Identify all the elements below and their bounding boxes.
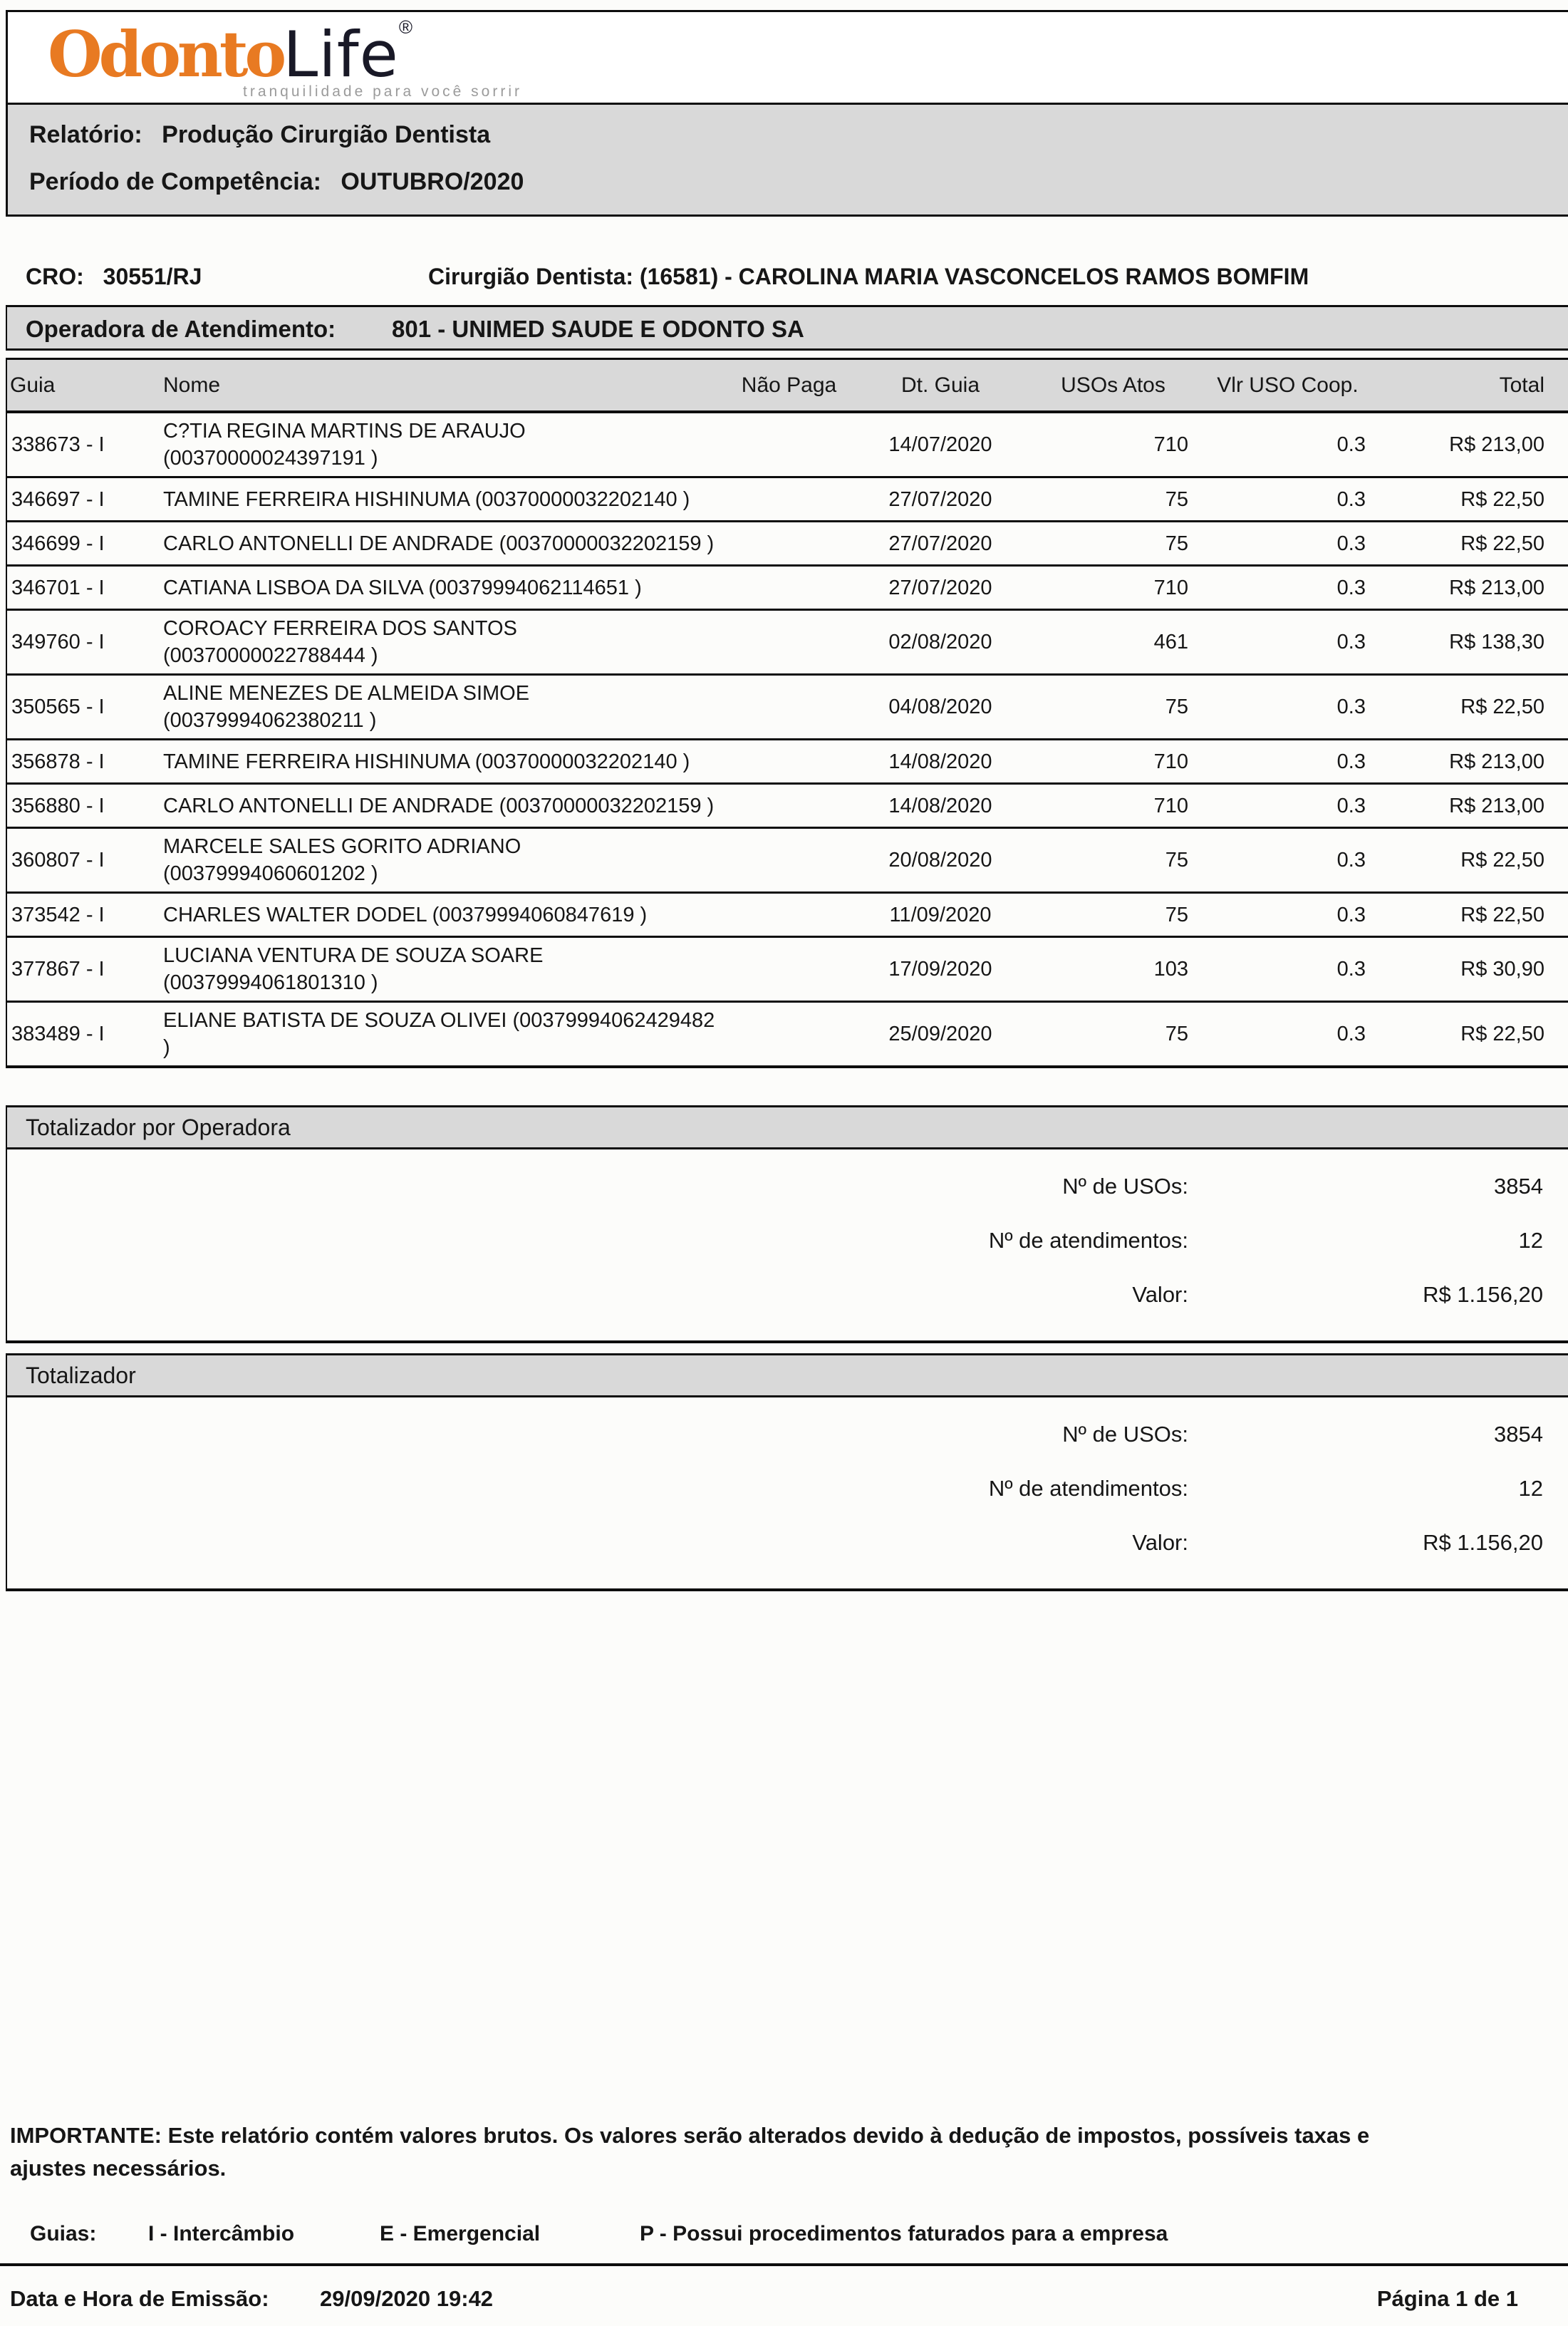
dentist-label: Cirurgião Dentista: [428,264,634,289]
cell-total: R$ 22,50 [1460,1023,1544,1045]
cell-vlr-uso: 0.3 [1336,958,1366,981]
report-title-box [6,103,1568,217]
operator-label: Operadora de Atendimento: [26,316,336,342]
col-header-vlr-uso: Vlr USO Coop. [1217,373,1359,397]
atendimentos-value: 12 [1518,1476,1543,1501]
important-note: IMPORTANTE: Este relatório contém valores brutos. Os valores serão alterados devido à dedução de impostos, possíveis taxas e ajustes necessários. [10,2123,1370,2181]
atendimentos-value: 12 [1518,1228,1543,1253]
cell-usos-atos: 710 [1153,750,1188,773]
cell-nome: C?TIA REGINA MARTINS DE ARAUJO (00370000024397191 ) [163,420,526,470]
cro-label: CRO: [26,264,84,289]
odontolife-logo [48,16,412,91]
cell-vlr-uso: 0.3 [1336,532,1366,555]
cell-usos-atos: 75 [1165,696,1188,718]
cell-guia: 360807 - I [11,849,105,872]
cell-guia: 373542 - I [11,903,105,926]
logo-life-text: Life [283,18,399,91]
totals-row-valor [7,1530,1568,1556]
report-type-line [29,119,1568,150]
cell-total: R$ 22,50 [1460,696,1544,718]
cell-usos-atos: 75 [1165,487,1188,511]
cell-dt-guia: 25/09/2020 [888,1023,992,1045]
report-label: Relatório: [29,121,142,148]
cell-usos-atos: 75 [1165,849,1188,872]
legend-item-faturados: P - Possui procedimentos faturados para a empresa [640,2222,1168,2245]
period-value: OUTUBRO/2020 [341,168,524,195]
table-body [6,413,1568,1068]
atendimentos-label: Nº de atendimentos: [988,1476,1188,1501]
cell-guia: 350565 - I [11,696,105,718]
table-header [6,358,1568,413]
table-row [7,740,1568,785]
cell-total: R$ 22,50 [1460,903,1544,926]
cell-guia: 338673 - I [11,433,105,456]
totals-geral-box [6,1397,1568,1591]
cell-usos-atos: 75 [1165,903,1188,926]
cell-dt-guia: 04/08/2020 [888,696,992,718]
table-row [7,785,1568,829]
report-value: Produção Cirurgião Dentista [162,121,491,148]
table-row [7,478,1568,522]
operator-bar [6,305,1568,351]
legend-label: Guias: [30,2222,97,2245]
emission-date-label: Data e Hora de Emissão: [10,2286,269,2311]
cell-dt-guia: 27/07/2020 [888,576,992,599]
guias-legend [30,2222,1568,2246]
totals-row-usos [7,1422,1568,1447]
totals-row-atendimentos [7,1228,1568,1254]
table-row [7,894,1568,938]
valor-label: Valor: [1132,1282,1188,1307]
table-row [7,938,1568,1003]
cell-nome: CATIANA LISBOA DA SILVA (00379994062114651 ) [163,576,642,599]
operator-value: 801 - UNIMED SAUDE E ODONTO SA [392,316,804,342]
table-row [7,1003,1568,1065]
cell-guia: 346697 - I [11,487,105,511]
totals-operadora-title: Totalizador por Operadora [26,1114,291,1140]
col-header-guia: Guia [10,373,56,397]
cell-total: R$ 22,50 [1460,532,1544,555]
cro-value: 30551/RJ [103,264,202,289]
cell-dt-guia: 27/07/2020 [888,532,992,555]
page-number: Página 1 de 1 [1376,2286,1518,2311]
dentist-row [26,264,1568,295]
cell-usos-atos: 75 [1165,532,1188,555]
valor-value: R$ 1.156,20 [1423,1530,1543,1555]
cell-guia: 346699 - I [11,532,105,555]
totals-row-usos [7,1174,1568,1199]
cell-dt-guia: 27/07/2020 [888,487,992,511]
usos-label: Nº de USOs: [1062,1174,1188,1199]
totals-operadora-box [6,1149,1568,1343]
cell-total: R$ 138,30 [1449,631,1544,653]
cell-usos-atos: 710 [1153,576,1188,599]
cell-vlr-uso: 0.3 [1336,750,1366,773]
dentist-value: (16581) - CAROLINA MARIA VASCONCELOS RAMOS BOMFIM [639,264,1309,289]
totals-geral-bar [6,1353,1568,1397]
cell-usos-atos: 75 [1165,1023,1188,1045]
cell-total: R$ 213,00 [1449,433,1544,456]
emission-date-value: 29/09/2020 19:42 [320,2286,494,2311]
usos-value: 3854 [1494,1422,1543,1447]
table-row [7,611,1568,676]
cell-dt-guia: 20/08/2020 [888,849,992,872]
cell-dt-guia: 14/08/2020 [888,750,992,773]
cell-usos-atos: 103 [1153,958,1188,981]
valor-value: R$ 1.156,20 [1423,1282,1543,1307]
col-header-nome: Nome [163,373,221,397]
cell-nome: TAMINE FERREIRA HISHINUMA (00370000032202140 ) [163,750,690,773]
cell-vlr-uso: 0.3 [1336,631,1366,653]
cell-guia: 377867 - I [11,958,105,981]
cell-nome: TAMINE FERREIRA HISHINUMA (00370000032202140 ) [163,487,690,511]
cell-nome: CARLO ANTONELLI DE ANDRADE (00370000032202159 ) [163,794,715,817]
cell-guia: 356878 - I [11,750,105,773]
totals-operadora-bar [6,1105,1568,1149]
dentist-info [428,264,1309,290]
totals-geral-title: Totalizador [26,1362,136,1388]
cell-nome: MARCELE SALES GORITO ADRIANO (00379994060601202 ) [163,835,521,885]
legend-item-emergencial: E - Emergencial [380,2222,541,2245]
cell-guia: 346701 - I [11,576,105,599]
legend-item-intercambio: I - Intercâmbio [148,2222,295,2245]
cell-vlr-uso: 0.3 [1336,903,1366,926]
usos-value: 3854 [1494,1174,1543,1199]
cell-vlr-uso: 0.3 [1336,696,1366,718]
table-row [7,413,1568,478]
cell-nome: ELIANE BATISTA DE SOUZA OLIVEI (00379994062429482 ) [163,1009,715,1059]
page-bottom [0,2119,1568,2315]
cell-vlr-uso: 0.3 [1336,487,1366,511]
cell-vlr-uso: 0.3 [1336,849,1366,872]
cell-nome: LUCIANA VENTURA DE SOUZA SOARE (00379994061801310 ) [163,944,544,994]
cell-vlr-uso: 0.3 [1336,794,1366,817]
cell-total: R$ 213,00 [1449,750,1544,773]
col-header-dt-guia: Dt. Guia [900,373,980,397]
totals-row-valor [7,1282,1568,1308]
cell-total: R$ 22,50 [1460,487,1544,511]
totals-row-atendimentos [7,1476,1568,1501]
cell-vlr-uso: 0.3 [1336,1023,1366,1045]
valor-label: Valor: [1132,1530,1188,1555]
table-row [7,829,1568,894]
cell-total: R$ 213,00 [1449,794,1544,817]
table-row [7,522,1568,567]
atendimentos-label: Nº de atendimentos: [988,1228,1188,1253]
logo-tagline: tranquilidade para você sorrir [243,83,522,100]
registered-mark: ® [398,16,412,38]
period-line [29,166,1568,197]
logo-odonto-text: Odonto [48,17,284,91]
table-row [7,567,1568,611]
cell-total: R$ 30,90 [1460,958,1544,981]
footer-row [0,2286,1568,2315]
cell-guia: 356880 - I [11,794,105,817]
footer-divider [0,2263,1568,2266]
cell-guia: 383489 - I [11,1023,105,1045]
col-header-total: Total [1499,373,1544,397]
cell-dt-guia: 11/09/2020 [889,903,992,926]
cell-nome: CHARLES WALTER DODEL (00379994060847619 ) [163,903,648,926]
col-header-usos-atos: USOs Atos [1061,373,1165,397]
cell-guia: 349760 - I [11,631,105,653]
logo-box [6,10,1568,103]
cell-nome: CARLO ANTONELLI DE ANDRADE (00370000032202159 ) [163,532,715,555]
cell-nome: ALINE MENEZES DE ALMEIDA SIMOE (00379994062380211 ) [163,682,530,732]
cell-total: R$ 213,00 [1449,576,1544,599]
cell-dt-guia: 02/08/2020 [888,631,992,653]
cell-dt-guia: 14/07/2020 [888,433,992,456]
cell-dt-guia: 14/08/2020 [888,794,992,817]
cell-usos-atos: 710 [1153,433,1188,456]
table-row [7,676,1568,740]
cell-dt-guia: 17/09/2020 [888,958,992,981]
cell-vlr-uso: 0.3 [1336,576,1366,599]
cell-usos-atos: 461 [1153,631,1188,653]
col-header-nao-paga: Não Paga [741,373,837,397]
cell-usos-atos: 710 [1153,794,1188,817]
cell-vlr-uso: 0.3 [1336,433,1366,456]
cell-nome: COROACY FERREIRA DOS SANTOS (00370000022788444 ) [163,617,517,667]
cell-total: R$ 22,50 [1460,849,1544,872]
period-label: Período de Competência: [29,168,321,195]
usos-label: Nº de USOs: [1062,1422,1188,1447]
